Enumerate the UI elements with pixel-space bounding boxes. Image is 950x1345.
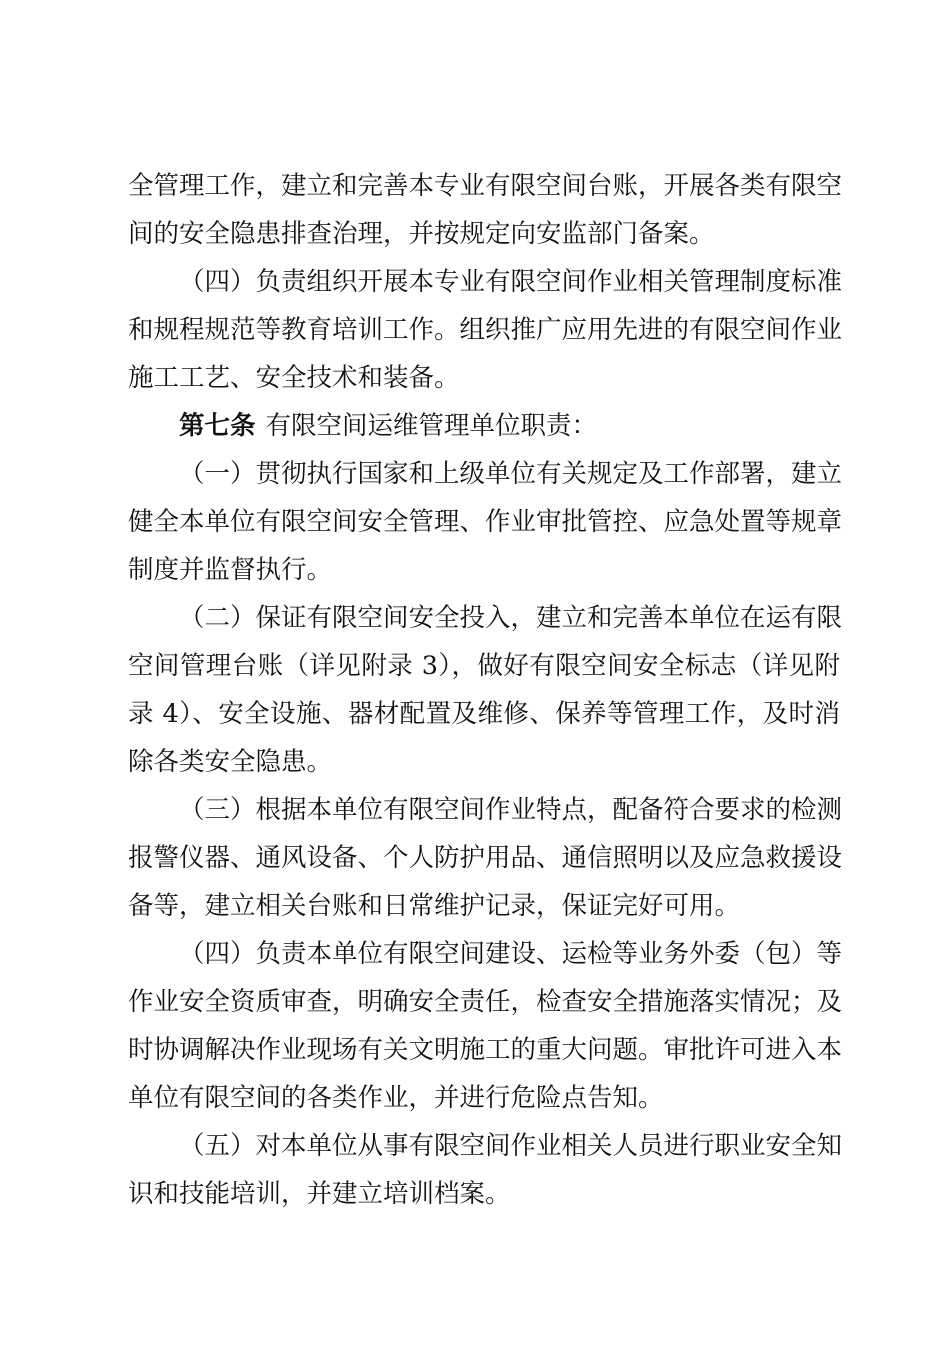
article-heading	[128, 402, 840, 450]
paragraph-line: 全管理工作，建立和完善本专业有限空间台账，开展各类有限空	[128, 171, 843, 201]
paragraph-line: 空间管理台账（详见附录 3），做好有限空间安全标志（详见附	[128, 651, 840, 681]
paragraph-line: 除各类安全隐患。	[128, 747, 333, 777]
paragraph-line: （一）贯彻执行国家和上级单位有关规定及工作部署，建立	[179, 459, 843, 489]
paragraph-line: （四）负责组织开展本专业有限空间作业相关管理制度标准	[179, 267, 843, 297]
paragraph-line: （四）负责本单位有限空间建设、运检等业务外委（包）等	[179, 939, 843, 969]
paragraph-line: 录 4）、安全设施、器材配置及维修、保养等管理工作，及时消	[128, 699, 840, 729]
document-body	[128, 162, 843, 1218]
paragraph-line: （五）对本单位从事有限空间作业相关人员进行职业安全知	[179, 1131, 843, 1161]
article-title: 有限空间运维管理单位职责：	[265, 411, 598, 441]
paragraph-line: 识和技能培训，并建立培训档案。	[128, 1179, 511, 1209]
paragraph-line: （三）根据本单位有限空间作业特点，配备符合要求的检测	[179, 795, 843, 825]
paragraph-line: 单位有限空间的各类作业，并进行危险点告知。	[128, 1083, 664, 1113]
paragraph-line: 时协调解决作业现场有关文明施工的重大问题。审批许可进入本	[128, 1035, 843, 1065]
paragraph-line: 报警仪器、通风设备、个人防护用品、通信照明以及应急救援设	[128, 843, 843, 873]
paragraph-line: 备等，建立相关台账和日常维护记录，保证完好可用。	[128, 891, 741, 921]
paragraph-line: 健全本单位有限空间安全管理、作业审批管控、应急处置等规章	[128, 507, 843, 537]
article-number: 第七条	[179, 411, 256, 441]
paragraph-line: 间的安全隐患排查治理，并按规定向安监部门备案。	[128, 219, 715, 249]
paragraph-line: 制度并监督执行。	[128, 555, 333, 585]
paragraph-line: 作业安全资质审查，明确安全责任，检查安全措施落实情况；及	[128, 987, 843, 1017]
paragraph-line: 施工工艺、安全技术和装备。	[128, 363, 460, 393]
paragraph-line: 和规程规范等教育培训工作。组织推广应用先进的有限空间作业	[128, 315, 843, 345]
paragraph-line: （二）保证有限空间安全投入，建立和完善本单位在运有限	[179, 603, 843, 633]
